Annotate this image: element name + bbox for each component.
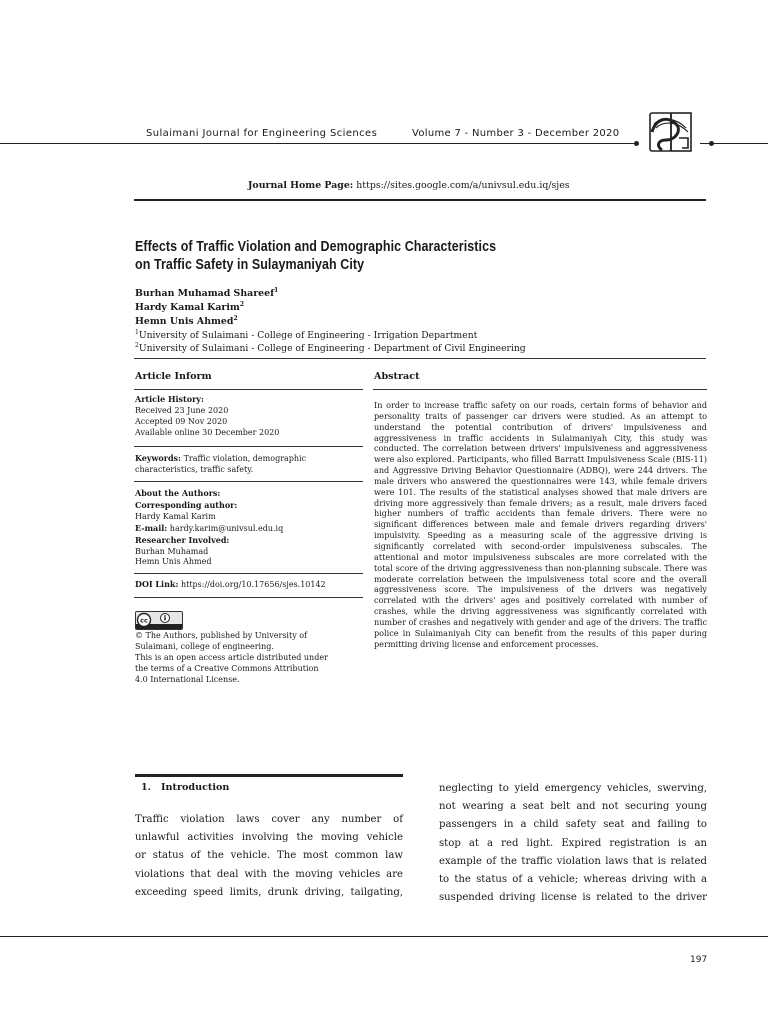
abstract-heading: Abstract: [374, 371, 420, 382]
section-heading: 1. Introduction: [141, 782, 230, 793]
affiliation: $^2$University of Sulaimani - College of Engineering - Department of Civil Engineering: [135, 342, 526, 355]
author: Burhan Muhamad Shareef$^1$: [135, 287, 279, 300]
svg-text:cc: cc: [140, 616, 148, 625]
article-inform-heading: Article Inform: [135, 371, 212, 382]
divider: [134, 358, 706, 359]
journal-name: Sulaimani Journal for Engineering Sciences: [146, 128, 378, 139]
affiliation: $^1$University of Sulaimani - College of Engineering - Irrigation Department: [135, 329, 478, 342]
footer-rule: [0, 936, 768, 937]
article-history: Article History: Received 23 June 2020 Accepted 09 Nov 2020 Available online 30 December 2020: [135, 394, 280, 437]
divider: [134, 481, 363, 482]
divider: [134, 446, 363, 447]
doi: DOI Link: https://doi.org/10.17656/sjes.10142: [135, 579, 326, 589]
home-page-url[interactable]: https://sites.google.com/a/univsul.edu.iq/sjes: [356, 180, 570, 191]
paper-title: [135, 238, 582, 274]
license-text: © The Authors, published by University of Sulaimani, college of engineering. This is an open access article distributed under the terms of a Creative Commons Attribution 4.0 International License.: [135, 631, 328, 684]
title-line: on Traffic Safety in Sulaymaniyah City: [135, 257, 365, 273]
page-number: 197: [690, 955, 708, 965]
home-page-label: Journal Home Page:: [248, 180, 354, 191]
intro-rule: [135, 774, 403, 777]
creative-commons-icon: [135, 611, 183, 630]
header-rule: [0, 143, 636, 144]
author: Hemn Unis Ahmed$^2$: [135, 315, 238, 328]
author: Hardy Kamal Karim$^2$: [135, 301, 245, 314]
volume-info: Volume 7 - Number 3 - December 2020: [412, 128, 620, 139]
divider: [134, 199, 706, 201]
about-authors: About the Authors: Corresponding author: Hardy Kamal Karim E-mail: hardy.karim@univsul.edu.iq Researcher Involved: Burhan Muhamad Hemn Unis Ahmed: [135, 488, 284, 567]
intro-left-column: Traffic violation laws cover any number of unlawful activities involving the moving vehicle or status of the vehicle. The most common law violations that deal with the moving vehicles are exceeding speed limits, drunk driving, tailgating,: [135, 814, 403, 898]
keywords: Keywords: Traffic violation, demographic characteristics, traffic safety.: [135, 453, 307, 474]
email-link[interactable]: hardy.karim@univsul.edu.iq: [169, 523, 284, 533]
divider: [134, 573, 363, 574]
doi-link[interactable]: https://doi.org/10.17656/sjes.10142: [180, 580, 326, 589]
title-line: Effects of Traffic Violation and Demographic Characteristics: [135, 239, 497, 255]
journal-home-page: [248, 180, 570, 191]
journal-logo-icon: [646, 110, 698, 154]
divider: [134, 389, 363, 390]
divider: [134, 597, 363, 598]
abstract-text: In order to increase traffic safety on our roads, certain forms of behavior and personality traits of passenger car drivers were studied. As an attempt to understand the potential contribution of drivers' impulsiveness and aggressiveness in traffic accidents in Sulaimaniyah City, this study was conducted. The correlation between drivers' impulsiveness and aggressiveness were also explored. Participants, who filled Barratt Impulsiveness Scale (BIS-11) and Aggressive Driving Behavior Questionnaire (ADBQ), were 244 drivers. The male drivers who answered the questionnaires were 143, while female drivers were 101. The results of the statistical analyses showed that male drivers are driving more aggressively than female drivers; as a result, male drivers faced higher numbers of traffic accidents than female drivers. There were no significant differences between male and female drivers regarding drivers' impulsivity. Speeding as a measuring scale of the aggressive driving is significantly correlated with second-order impulsiveness subscales. The attentional and motor impulsiveness subscales are more correlated with the total score of the driving aggressiveness than non-planning subscale. There was moderate correlation between the impulsiveness total score and the overall aggressiveness score. The impulsiveness of the drivers was negatively correlated with the drivers' ages and positively correlated with number of crashes, while the driving aggressiveness was significantly correlated with number of crashes and negatively with gender and age of the drivers. The traffic police in Sulaimaniyah City can benefit from the results of this paper during permitting driving license and enforcement processes.: [374, 400, 707, 649]
divider: [373, 389, 707, 390]
intro-right-column: neglecting to yield emergency vehicles, swerving, not wearing a seat belt and not securing young passengers in a child safety seat and failing to stop at a red light. Expired registration is an example of the traffic violation laws that is related to the status of a vehicle; whereas driving with a suspended driving license is related to the driver: [439, 783, 707, 904]
rule-dot: [634, 141, 639, 146]
rule-dot: [709, 141, 714, 146]
